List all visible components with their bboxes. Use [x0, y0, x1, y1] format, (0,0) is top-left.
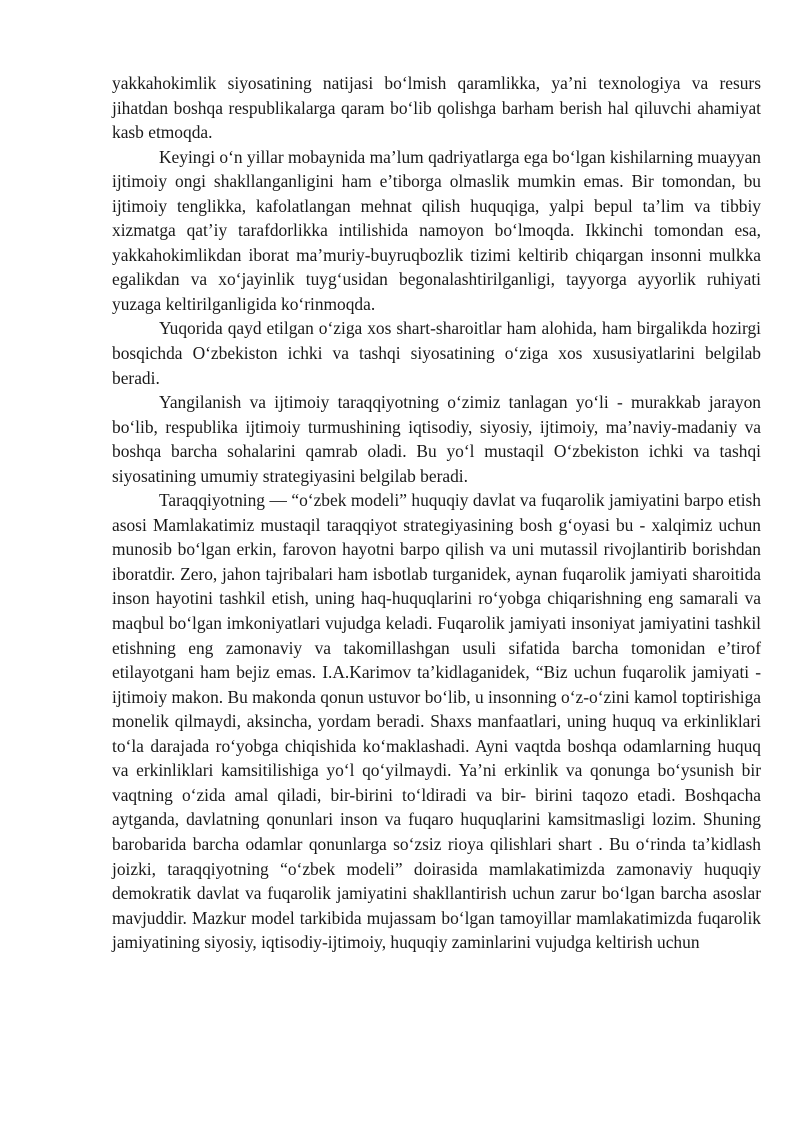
- document-page: [112, 71, 761, 955]
- paragraph-specific-conditions: Yuqorida qayd etilgan o‘ziga xos shart-sharoitlar ham alohida, ham birgalikda hozirgi bosqichda O‘zbekiston ichki va tashqi siyosatining o‘ziga xos xususiyatlarini belgilab beradi.: [112, 318, 761, 388]
- paragraph-continuation: yakkahokimlik siyosatining natijasi bo‘lmish qaramlikka, ya’ni texnologiya va resurs jihatdan boshqa respublikalarga qaram bo‘lib qolishga barham berish hal qiluvchi ahamiyat kasb etmoqda.: [112, 73, 761, 143]
- paragraph-social-consciousness: Keyingi o‘n yillar mobaynida ma’lum qadriyatlarga ega bo‘lgan kishilarning muayyan ijtimoiy ongi shakllanganligini ham e’tiborga olmaslik mumkin emas. Bir tomondan, bu ijtimoiy tenglikka, kafolatlangan mehnat qilish huquqiga, yalpi bepul ta’lim va tibbiy xizmatga qat’iy tarafdorlikka intilishida namoyon bo‘lmoqda. Ikkinchi tomondan esa, yakkahokimlikdan iborat ma’muriy-buyruqbozlik tizimi keltirib chiqargan insonni mulkka egalikdan va xo‘jayinlik tuyg‘usidan begonalashtirilganligi, tayyorga ayyorlik ruhiyati yuzaga keltirilganligida ko‘rinmoqda.: [112, 146, 761, 314]
- paragraph-uzbek-model: Taraqqiyotning — “o‘zbek modeli” huquqiy davlat va fuqarolik jamiyatini barpo etish asosi Mamlakatimiz mustaqil taraqqiyot strategiyasining bosh g‘oyasi bu - xalqimiz uchun munosib bo‘lgan erkin, farovon hayotni barpo qilish va uni mutassil rivojlantirib borishdan iboratdir. Zero, jahon tajribalari ham isbotlab turganidek, aynan fuqarolik jamiyati sharoitida inson hayotini tashkil etish, uning haq-huquqlarini ro‘yobga chiqarishning eng samarali va maqbul bo‘lgan imkoniyatlari vujudga keladi. Fuqarolik jamiyati insoniyat jamiyatini tashkil etishning eng zamonaviy va takomillashgan usuli sifatida barcha tomonidan e’tirof etilayotgani ham bejiz emas. I.A.Karimov ta’kidlaganidek, “Biz uchun fuqarolik jamiyati - ijtimoiy makon. Bu makonda qonun ustuvor bo‘lib, u insonning o‘z-o‘zini kamol toptirishiga monelik qilmaydi, aksincha, yordam beradi. Shaxs manfaatlari, uning huquq va erkinliklari to‘la darajada ro‘yobga chiqishida ko‘maklashadi. Ayni vaqtda boshqa odamlarning huquq va erkinliklari kamsitilishiga yo‘l qo‘yilmaydi. Ya’ni erkinlik va qonunga bo‘ysunish bir vaqtning o‘zida amal qiladi, bir-birini to‘ldiradi va bir- birini taqozo etadi. Boshqacha aytganda, davlatning qonunlari inson va fuqaro huquqlarini kamsitmasligi lozim. Shuning barobarida barcha odamlar qonunlarga so‘zsiz rioya qilishlari shart . Bu o‘rinda ta’kidlash joizki, taraqqiyotning “o‘zbek modeli” doirasida mamlakatimizda zamonaviy huquqiy demokratik davlat va fuqarolik jamiyatini shakllantirish uchun zarur bo‘lgan barcha asoslar mavjuddir. Mazkur model tarkibida mujassam bo‘lgan tamoyillar mamlakatimizda fuqarolik jamiyatining siyosiy, iqtisodiy-ijtimoiy, huquqiy zaminlarini vujudga keltirish uchun: [112, 490, 761, 953]
- paragraph-renewal-path: Yangilanish va ijtimoiy taraqqiyotning o‘zimiz tanlagan yo‘li - murakkab jarayon bo‘lib, respublika ijtimoiy turmushining iqtisodiy, siyosiy, ijtimoiy, ma’naviy-madaniy va boshqa barcha sohalarini qamrab oladi. Bu yo‘l mustaqil O‘zbekiston ichki va tashqi siyosatining umumiy strategiyasini belgilab beradi.: [112, 392, 761, 486]
